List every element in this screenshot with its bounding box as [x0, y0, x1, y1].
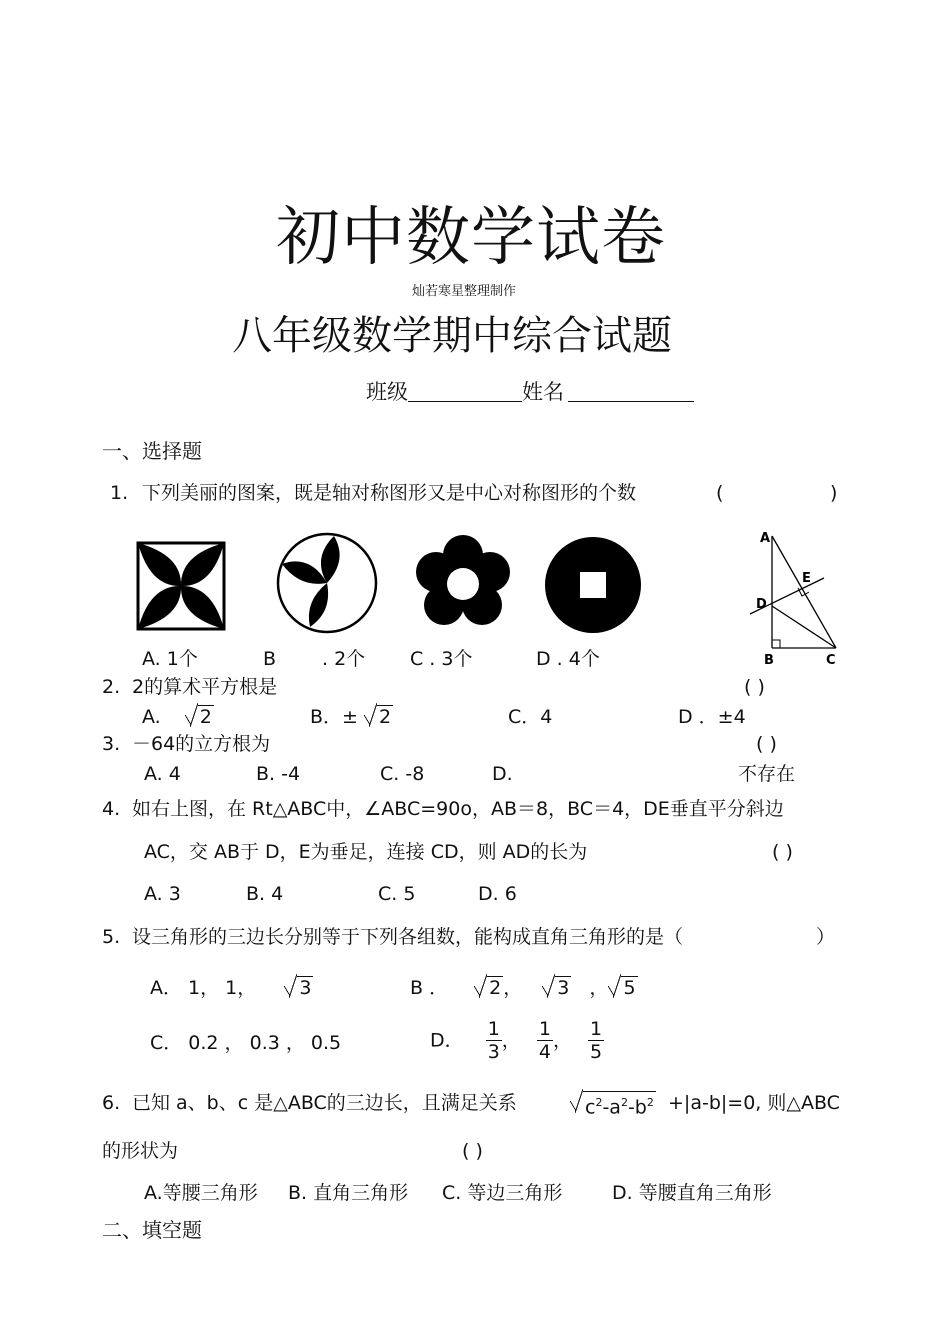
q5-option-d-label: D． — [430, 1029, 464, 1052]
q1-option-b[interactable]: B — [263, 648, 277, 670]
q5-option-b-radicand-3: 5 — [623, 977, 636, 999]
q5-number: 5. — [102, 926, 121, 948]
q1-option-b-text: . 2个 — [322, 648, 366, 670]
section-title-choice: 一、选择题 — [102, 439, 202, 463]
q5-option-d[interactable] — [430, 1018, 604, 1063]
sqrt-symbol — [364, 705, 393, 729]
pattern-d-figure — [542, 535, 644, 637]
q2-option-b-label: B．± — [310, 706, 358, 728]
q3-option-a[interactable]: A. 4 — [144, 763, 181, 785]
q1-option-c[interactable]: C . 3个 — [410, 648, 473, 670]
pattern-b-figure — [272, 530, 382, 636]
q5-option-b[interactable] — [410, 976, 638, 1000]
q4-text-line1: 如右上图，在 Rt△ABC中，∠ABC=90o，AB＝8，BC＝4，DE垂直平分斜边 — [132, 798, 784, 820]
q6-option-a[interactable]: A.等腰三角形 — [144, 1182, 258, 1204]
fraction-denominator: 3 — [487, 1041, 500, 1063]
q3-option-b[interactable]: B. -4 — [256, 763, 301, 785]
fraction — [537, 1018, 553, 1063]
sqrt-symbol — [474, 976, 503, 1000]
q3-paren: ( ) — [756, 733, 777, 755]
fraction-numerator: 1 — [590, 1018, 603, 1040]
q5-option-a-radicand: 3 — [299, 977, 312, 999]
q3-text: －64的立方根为 — [132, 733, 271, 755]
q5-option-b-label: B ． — [410, 977, 449, 999]
sqrt-symbol — [185, 705, 214, 729]
figure-label-a: A — [760, 531, 771, 546]
q1-option-d[interactable]: D . 4个 — [536, 648, 600, 670]
q5-text: 设三角形的三边长分别等于下列各组数，能构成直角三角形的是（ — [132, 926, 684, 948]
comma: ， — [589, 977, 609, 999]
q5-option-a[interactable] — [150, 976, 313, 1000]
q2-option-b[interactable] — [310, 705, 393, 729]
q2-option-b-radicand: 2 — [379, 706, 392, 728]
fraction-denominator: 5 — [590, 1041, 603, 1063]
q4-number: 4. — [102, 798, 121, 820]
class-label: 班级 — [366, 380, 408, 404]
q4-option-d[interactable]: D. 6 — [478, 883, 517, 905]
q5-option-a-label: A． 1， 1， — [150, 977, 257, 999]
student-info — [366, 380, 694, 404]
q1-paren-open: ( — [716, 482, 724, 504]
sqrt-symbol — [542, 976, 571, 1000]
q6-radical-expression — [570, 1091, 656, 1119]
q3-number: 3. — [102, 733, 121, 755]
section-title-fill: 二、填空题 — [102, 1218, 202, 1242]
fraction — [486, 1018, 502, 1063]
q6-text-a: 已知 a、b、c 是△ABC的三边长，且满足关系 — [132, 1092, 517, 1114]
q6-text-line2: 的形状为 — [102, 1140, 179, 1162]
q2-option-a-radicand: 2 — [199, 706, 212, 728]
q3-option-d-text: 不存在 — [738, 763, 796, 785]
fraction — [588, 1018, 604, 1063]
figure-label-c: C — [826, 653, 836, 668]
q3-option-c[interactable]: C. -8 — [380, 763, 425, 785]
comma: ， — [503, 977, 523, 999]
q2-option-c[interactable]: C．4 — [508, 706, 553, 728]
q4-option-b[interactable]: B. 4 — [246, 883, 284, 905]
page-title: 初中数学试卷 — [276, 201, 666, 275]
q3-option-d[interactable]: D. — [492, 763, 513, 785]
q2-option-d[interactable]: D ．±4 — [678, 706, 746, 728]
q6-radicand: $c^2-a^2-b^2$ — [583, 1091, 656, 1118]
fraction-numerator: 1 — [487, 1018, 500, 1040]
q1-paren-close: ) — [830, 482, 838, 504]
q5-paren-close: ） — [816, 926, 836, 948]
q6-paren: ( ) — [462, 1140, 483, 1162]
q1-option-a[interactable]: A. 1个 — [142, 648, 198, 670]
class-blank[interactable] — [408, 381, 522, 402]
name-label: 姓名 — [522, 380, 564, 404]
sqrt-symbol — [608, 976, 637, 1000]
q5-option-b-radicand-1: 2 — [489, 977, 502, 999]
fraction-numerator: 1 — [538, 1018, 551, 1040]
q4-paren: ( ) — [772, 841, 793, 863]
q1-number: 1. — [110, 482, 129, 504]
exam-subtitle: 八年级数学期中综合试题 — [232, 313, 672, 359]
figure-label-d: D — [756, 597, 767, 612]
q6-option-b[interactable]: B. 直角三角形 — [288, 1182, 409, 1204]
q6-number: 6. — [102, 1092, 121, 1114]
q2-text: 2的算术平方根是 — [132, 676, 278, 698]
figure-label-b: B — [764, 653, 774, 668]
q2-option-a-label: A. — [142, 706, 161, 728]
name-blank[interactable] — [568, 381, 694, 402]
q2-option-a[interactable] — [142, 705, 214, 729]
q5-option-c[interactable]: C． 0.2 ， 0.3 ， 0.5 — [150, 1032, 342, 1054]
comma: ， — [501, 1029, 521, 1052]
q6-text-b: +|a-b|=0, 则△ABC — [668, 1092, 840, 1114]
q4-text-line2: AC，交 AB于 D，E为垂足，连接 CD，则 AD的长为 — [144, 841, 588, 863]
sqrt-symbol — [570, 1091, 656, 1119]
pattern-a-figure — [130, 535, 230, 635]
q2-paren: ( ) — [744, 676, 765, 698]
triangle-abc-figure — [742, 526, 848, 672]
fraction-denominator: 4 — [538, 1041, 551, 1063]
pattern-c-figure — [410, 530, 516, 636]
q6-option-c[interactable]: C. 等边三角形 — [442, 1182, 563, 1204]
comma: ， — [552, 1029, 572, 1052]
credit-line: 灿若寒星整理制作 — [412, 284, 517, 299]
sqrt-symbol — [284, 976, 313, 1000]
q2-number: 2. — [102, 676, 121, 698]
figure-label-e: E — [802, 571, 811, 586]
q1-text: 下列美丽的图案，既是轴对称图形又是中心对称图形的个数 — [142, 482, 637, 504]
q4-option-c[interactable]: C. 5 — [378, 883, 416, 905]
q6-option-d[interactable]: D. 等腰直角三角形 — [612, 1182, 772, 1204]
q5-option-b-radicand-2: 3 — [557, 977, 570, 999]
q4-option-a[interactable]: A. 3 — [144, 883, 181, 905]
